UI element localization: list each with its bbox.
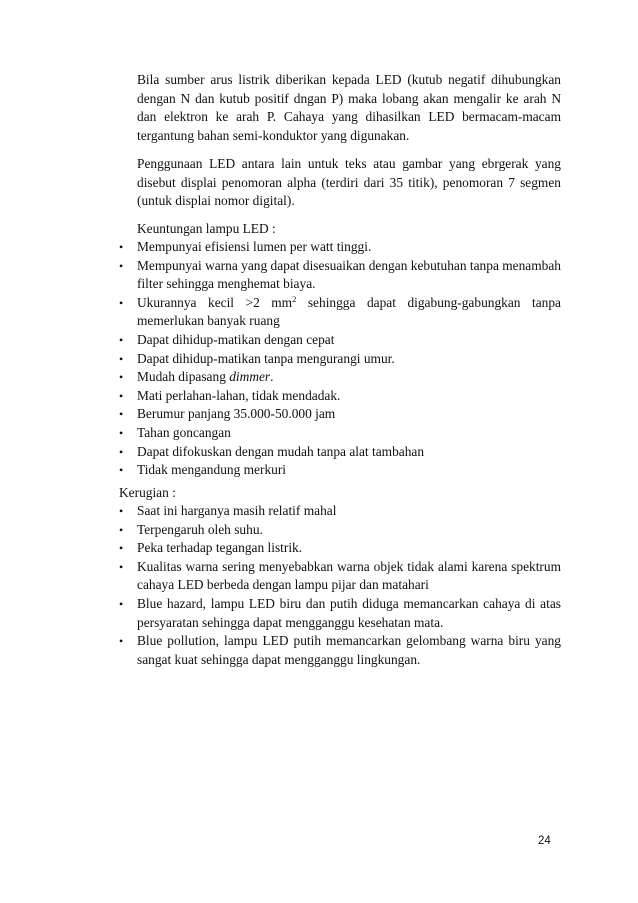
- list-item: [119, 238, 561, 257]
- list-item-text: Blue hazard, lampu LED biru dan putih diduga memancarkan cahaya di atas persyaratan sehingga dapat mengganggu kesehatan mata.: [137, 595, 561, 630]
- italic-term: dimmer: [229, 369, 271, 385]
- bullet-icon: •: [119, 425, 124, 440]
- list-item-text: Tahan goncangan: [137, 424, 231, 440]
- bullet-icon: •: [119, 541, 124, 556]
- bullet-icon: •: [119, 522, 124, 537]
- bullet-icon: •: [119, 240, 124, 254]
- list-item-text: Mempunyai warna yang dapat disesuaikan dengan kebutuhan tanpa menambah filter sehingga menghemat biaya.: [137, 257, 561, 292]
- list-item-text: Berumur panjang 35.000-50.000 jam: [137, 406, 336, 422]
- bullet-icon: •: [119, 332, 124, 347]
- bullet-icon: •: [119, 504, 124, 518]
- list-item: [119, 443, 561, 462]
- kerugian-list: [119, 502, 561, 669]
- list-item: [119, 368, 561, 387]
- keuntungan-list: [119, 238, 561, 480]
- list-item-text: Blue pollution, lampu LED putih memancarkan gelombang warna biru yang sangat kuat sehingga dapat mengganggu lingkungan.: [137, 633, 561, 667]
- list-item: [119, 294, 561, 331]
- list-item-text: Kualitas warna sering menyebabkan warna objek tidak alami karena spektrum cahaya LED berbeda dengan lampu pijar dan matahari: [137, 558, 561, 593]
- list-item: [119, 424, 561, 443]
- list-item: [119, 558, 561, 595]
- list-item-text: Mempunyai efisiensi lumen per watt tinggi.: [137, 239, 372, 254]
- bullet-icon: •: [119, 463, 124, 478]
- bullet-icon: •: [119, 351, 124, 366]
- paragraph-led-principle: Bila sumber arus listrik diberikan kepada LED (kutub negatif dihubungkan dengan N dan kutub positif dngan P) maka lobang akan mengalir ke arah N dan elektron ke arah P. Cahaya yang dihasilkan LED bermacam-macam tergantung bahan semi-konduktor yang digunakan.: [137, 72, 561, 143]
- bullet-icon: •: [119, 634, 124, 649]
- list-item-text: Dapat dihidup-matikan tanpa mengurangi umur.: [137, 350, 395, 366]
- list-item: [119, 405, 561, 424]
- list-item: [119, 331, 561, 350]
- list-item: [119, 502, 561, 521]
- list-item: [119, 595, 561, 632]
- page-number: 24: [538, 835, 551, 847]
- paragraph-led-usage: Penggunaan LED antara lain untuk teks atau gambar yang ebrgerak yang disebut displai penomoran alpha (terdiri dari 35 titik), penomoran 7 segmen (untuk displai nomor digital).: [137, 156, 561, 209]
- list-item-text-tail: .: [270, 369, 274, 385]
- list-item-text: Dapat difokuskan dengan mudah tanpa alat tambahan: [137, 443, 425, 459]
- list-item: [119, 461, 561, 480]
- bullet-icon: •: [119, 370, 124, 385]
- superscript: 2: [292, 293, 297, 304]
- list-item-text: Mudah dipasang: [137, 369, 230, 385]
- list-item: [119, 350, 561, 369]
- list-item-text: Terpengaruh oleh suhu.: [137, 521, 263, 537]
- bullet-icon: •: [119, 596, 124, 611]
- bullet-icon: •: [119, 295, 124, 310]
- bullet-icon: •: [119, 407, 124, 422]
- bullet-icon: •: [119, 258, 124, 273]
- list-item: [119, 257, 561, 294]
- list-item-text: Mati perlahan-lahan, tidak mendadak.: [137, 387, 341, 403]
- list-item-text: Dapat dihidup-matikan dengan cepat: [137, 331, 335, 347]
- list-item: [119, 387, 561, 406]
- keuntungan-heading: Keuntungan lampu LED :: [137, 221, 276, 236]
- bullet-icon: •: [119, 559, 124, 574]
- list-item-text: Saat ini harganya masih relatif mahal: [137, 503, 337, 518]
- list-item: [119, 539, 561, 558]
- list-item-text: Peka terhadap tegangan listrik.: [137, 540, 303, 556]
- list-item-text: Tidak mengandung merkuri: [137, 462, 287, 478]
- list-item-text: Ukurannya kecil >2 mm: [137, 294, 293, 310]
- list-item-text-tail: sehingga dapat digabung-gabungkan tanpa memerlukan banyak ruang: [137, 294, 561, 329]
- list-item: [119, 632, 561, 669]
- bullet-icon: •: [119, 444, 124, 459]
- list-item: [119, 521, 561, 540]
- bullet-icon: •: [119, 388, 124, 403]
- kerugian-heading: Kerugian :: [119, 485, 176, 500]
